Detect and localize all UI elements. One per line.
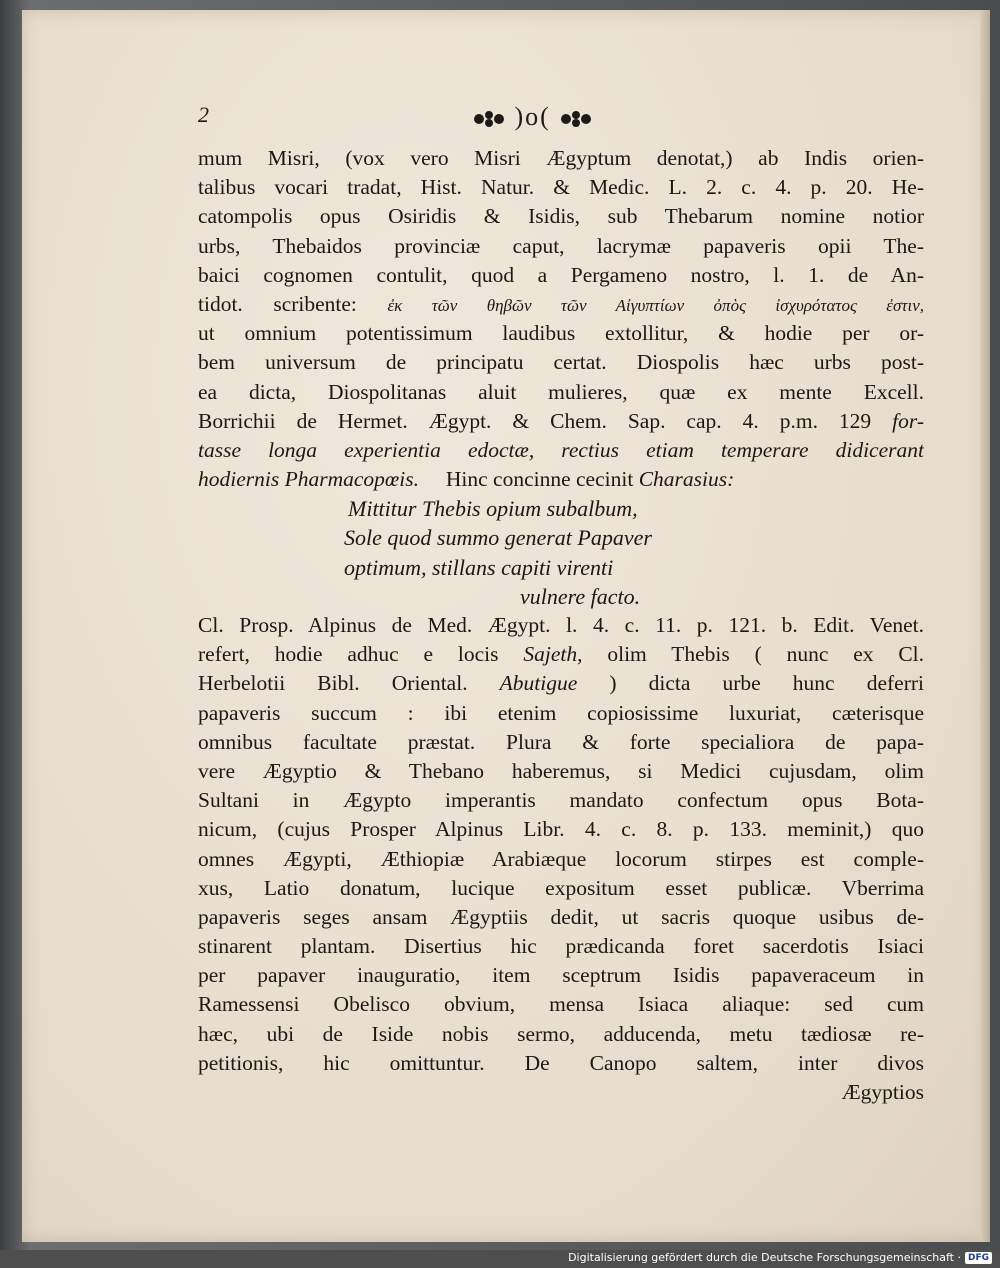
text-line: Ramessensi Obelisco obvium, mensa Isiaca aliaque: sed cum	[198, 992, 924, 1017]
author-name: Charasius:	[638, 467, 735, 492]
text-line-italic: tasse longa experientia edoctæ, rectius etiam temperare didicerant	[198, 437, 924, 462]
text-segment-italic: hodiernis Pharmacopœis.	[198, 467, 419, 492]
digitization-credit: Digitalisierung gefördert durch die Deutsche Forschungsgemeinschaft ·	[568, 1251, 961, 1264]
text-segment: refert, hodie adhuc e locis	[198, 642, 499, 667]
text-segment: Hinc concinne cecinit	[445, 467, 634, 492]
text-line	[198, 407, 924, 436]
page-edge	[980, 10, 990, 1242]
right-ornament-icon	[559, 109, 593, 129]
text-line: urbs, Thebaidos provinciæ caput, lacrymæ papaveris opii The-	[198, 233, 924, 258]
text-segment: Herbelotii Bibl. Oriental.	[198, 671, 468, 696]
page-number: 2	[198, 102, 209, 127]
place-name: Sajeth,	[523, 642, 583, 667]
text-line-greek	[198, 290, 924, 319]
book-page	[22, 10, 990, 1242]
footer	[568, 1251, 992, 1264]
text-segment: ) dicta urbe hunc deferri	[609, 671, 924, 696]
place-name: Abutigue	[499, 671, 578, 696]
text-line: omnibus facultate præstat. Plura & forte specialiora de papa-	[198, 729, 924, 754]
text-line: catompolis opus Osiridis & Isidis, sub Thebarum nomine notior	[198, 204, 924, 229]
left-ornament-icon	[472, 109, 506, 129]
body-text	[198, 144, 924, 1107]
text-line: mum Misri, (vox vero Misri Ægyptum denotat,) ab Indis orien-	[198, 146, 924, 170]
text-line: petitionis, hic omittuntur. De Canopo saltem, inter divos	[198, 1050, 924, 1075]
text-line: baici cognomen contulit, quod a Pergameno nostro, l. 1. de An-	[198, 262, 924, 287]
text-line: papaveris seges ansam Ægyptiis dedit, ut sacris quoque usibus de-	[198, 904, 924, 929]
text-line: Cl. Prosp. Alpinus de Med. Ægypt. l. 4. c. 11. p. 121. b. Edit. Venet.	[198, 613, 924, 637]
text-line: per papaver inauguratio, item sceptrum Isidis papaveraceum in	[198, 963, 924, 988]
text-line: ut omnium potentissimum laudibus extollitur, & hodie per or-	[198, 321, 924, 346]
verse-line: optimum, stillans capiti virenti	[344, 554, 614, 580]
verse-line: Sole quod summo generat Papaver	[344, 525, 652, 551]
text-line	[198, 640, 924, 669]
text-line	[198, 669, 924, 698]
running-head	[472, 102, 593, 132]
text-line: xus, Latio donatum, lucique expositum esset publicæ. Vberrima	[198, 875, 924, 900]
text-segment: tidot. scribente:	[198, 291, 357, 316]
text-line: Sultani in Ægypto imperantis mandato confectum opus Bota-	[198, 788, 924, 813]
text-line: ea dicta, Diospolitanas aluit mulieres, quæ ex mente Excell.	[198, 379, 924, 404]
text-segment-italic: for-	[892, 408, 924, 433]
text-line: papaveris succum : ibi etenim copiosissime luxuriat, cæterisque	[198, 700, 924, 725]
text-line	[198, 465, 924, 494]
page-header	[22, 102, 990, 134]
verse-line: Mittitur Thebis opium subalbum,	[348, 496, 638, 522]
text-segment: olim Thebis ( nunc ex Cl.	[607, 642, 924, 667]
greek-quotation: ἐκ τῶν θηβῶν τῶν Αἰγυπτίων ὀπὸς ἰσχυρότατος ἐστιν,	[387, 295, 924, 315]
text-line: nicum, (cujus Prosper Alpinus Libr. 4. c. 8. p. 133. meminit,) quo	[198, 817, 924, 842]
running-head-text: )o(	[514, 102, 551, 131]
catchword: Ægyptios	[841, 1080, 924, 1104]
text-line: stinarent plantam. Disertius hic prædicanda foret sacerdotis Isiaci	[198, 934, 924, 959]
text-line: bem universum de principatu certat. Diospolis hæc urbs post-	[198, 350, 924, 375]
verse-line: vulnere facto.	[520, 583, 641, 609]
text-segment: Borrichii de Hermet. Ægypt. & Chem. Sap. cap. 4. p.m. 129	[198, 408, 872, 433]
text-line: omnes Ægypti, Æthiopiæ Arabiæque locorum stirpes est comple-	[198, 846, 924, 871]
text-line: hæc, ubi de Iside nobis sermo, adducenda, metu tædiosæ re-	[198, 1021, 924, 1046]
dfg-logo: DFG	[965, 1252, 992, 1264]
text-line: vere Ægyptio & Thebano haberemus, si Medici cujusdam, olim	[198, 758, 924, 783]
text-line: talibus vocari tradat, Hist. Natur. & Medic. L. 2. c. 4. p. 20. He-	[198, 175, 924, 200]
